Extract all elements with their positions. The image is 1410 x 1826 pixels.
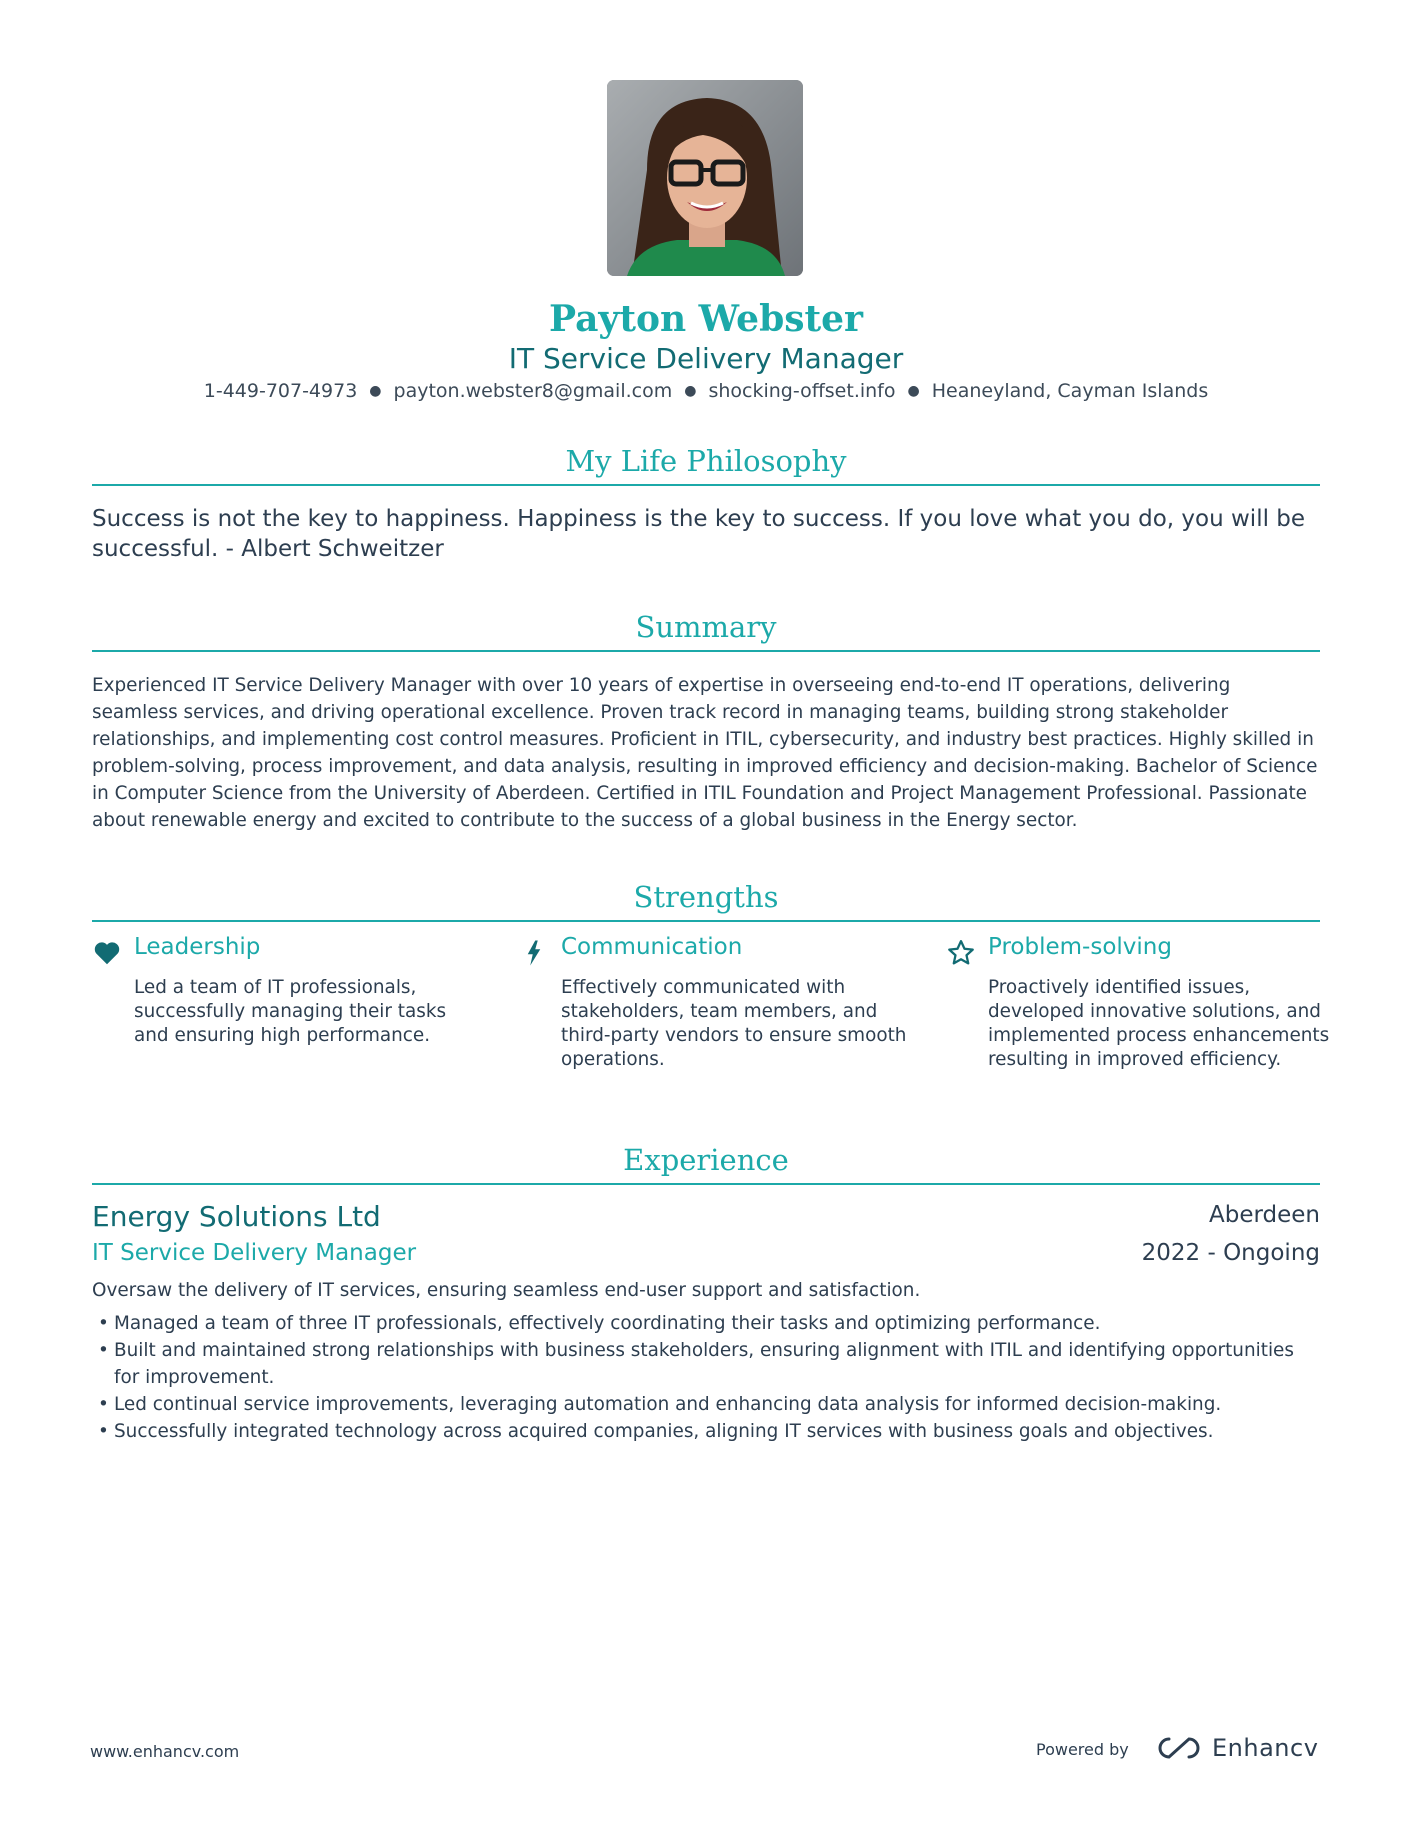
enhancv-logo-icon — [1155, 1733, 1203, 1763]
strength-description: Led a team of IT professionals, successfully managing their tasks and ensuring high performance. — [134, 977, 447, 1046]
philosophy-heading: My Life Philosophy — [92, 444, 1320, 486]
experience-bullets — [92, 1310, 1320, 1445]
enhancv-brand-name[interactable]: Enhancv — [1212, 1734, 1319, 1762]
philosophy-quote: Success is not the key to happiness. Happiness is the key to success. If you love what you do, you will be successful. - Albert Schweitzer — [92, 506, 1306, 562]
contact-separator: ● — [907, 383, 920, 399]
experience-description: Oversaw the delivery of IT services, ensuring seamless end-user support and satisfaction. — [92, 1280, 921, 1301]
strengths-heading: Strengths — [92, 880, 1320, 922]
experience-bullet: • Successfully integrated technology across acquired companies, aligning IT services with business goals and objectives. — [92, 1418, 1320, 1445]
contact-separator: ● — [684, 383, 697, 399]
contact-separator: ● — [369, 383, 382, 399]
experience-location: Aberdeen — [1208, 1202, 1320, 1228]
contact-website[interactable]: shocking-offset.info — [708, 380, 896, 402]
heart-icon — [92, 938, 122, 968]
experience-bullet: • Led continual service improvements, leveraging automation and enhancing data analysis for informed decision-making. — [92, 1391, 1320, 1418]
summary-text: Experienced IT Service Delivery Manager with over 10 years of expertise in overseeing end-to-end IT operations, delivering seamless services, and driving operational excellence. Proven track record in managing teams, building strong stakeholder relationships, and implementing cost control measures. Proficient in ITIL, cybersecurity, and industry best practices. Highly skilled in problem-solving, process improvement, and data analysis, resulting in improved efficiency and decision-making. Bachelor of Science in Computer Science from the University of Aberdeen. Certified in ITIL Foundation and Project Management Professional. Passionate about renewable energy and excited to contribute to the success of a global business in the Energy sector. — [92, 675, 1318, 831]
star-icon — [946, 938, 976, 968]
experience-heading: Experience — [92, 1143, 1320, 1185]
profile-photo — [607, 80, 803, 276]
powered-by-label: Powered by — [1036, 1740, 1129, 1759]
contact-email[interactable]: payton.webster8@gmail.com — [393, 380, 673, 402]
strength-title: Leadership — [134, 934, 261, 960]
footer-website-link[interactable]: www.enhancv.com — [90, 1742, 240, 1761]
strength-title: Problem-solving — [988, 934, 1172, 960]
candidate-name: Payton Webster — [548, 298, 864, 340]
strength-description: Effectively communicated with stakeholders, team members, and third-party vendors to ensure smooth operations. — [561, 977, 907, 1070]
strength-description: Proactively identified issues, developed innovative solutions, and implemented process enhancements resulting in improved efficiency. — [988, 977, 1330, 1070]
experience-dates: 2022 - Ongoing — [1141, 1240, 1320, 1266]
profile-photo-image — [607, 80, 803, 276]
contact-location: Heaneyland, Cayman Islands — [931, 380, 1209, 402]
experience-bullet: • Managed a team of three IT professionals, effectively coordinating their tasks and optimizing performance. — [92, 1310, 1320, 1337]
contact-line — [92, 380, 1320, 402]
strength-title: Communication — [561, 934, 743, 960]
contact-phone: 1-449-707-4973 — [203, 380, 358, 402]
summary-heading: Summary — [92, 610, 1320, 652]
lightning-icon — [519, 938, 549, 968]
experience-role: IT Service Delivery Manager — [92, 1240, 417, 1266]
experience-company: Energy Solutions Ltd — [92, 1200, 381, 1233]
candidate-title: IT Service Delivery Manager — [508, 342, 904, 375]
experience-bullet: • Built and maintained strong relationships with business stakeholders, ensuring alignment with ITIL and identifying opportunities for improvement. — [92, 1337, 1320, 1391]
